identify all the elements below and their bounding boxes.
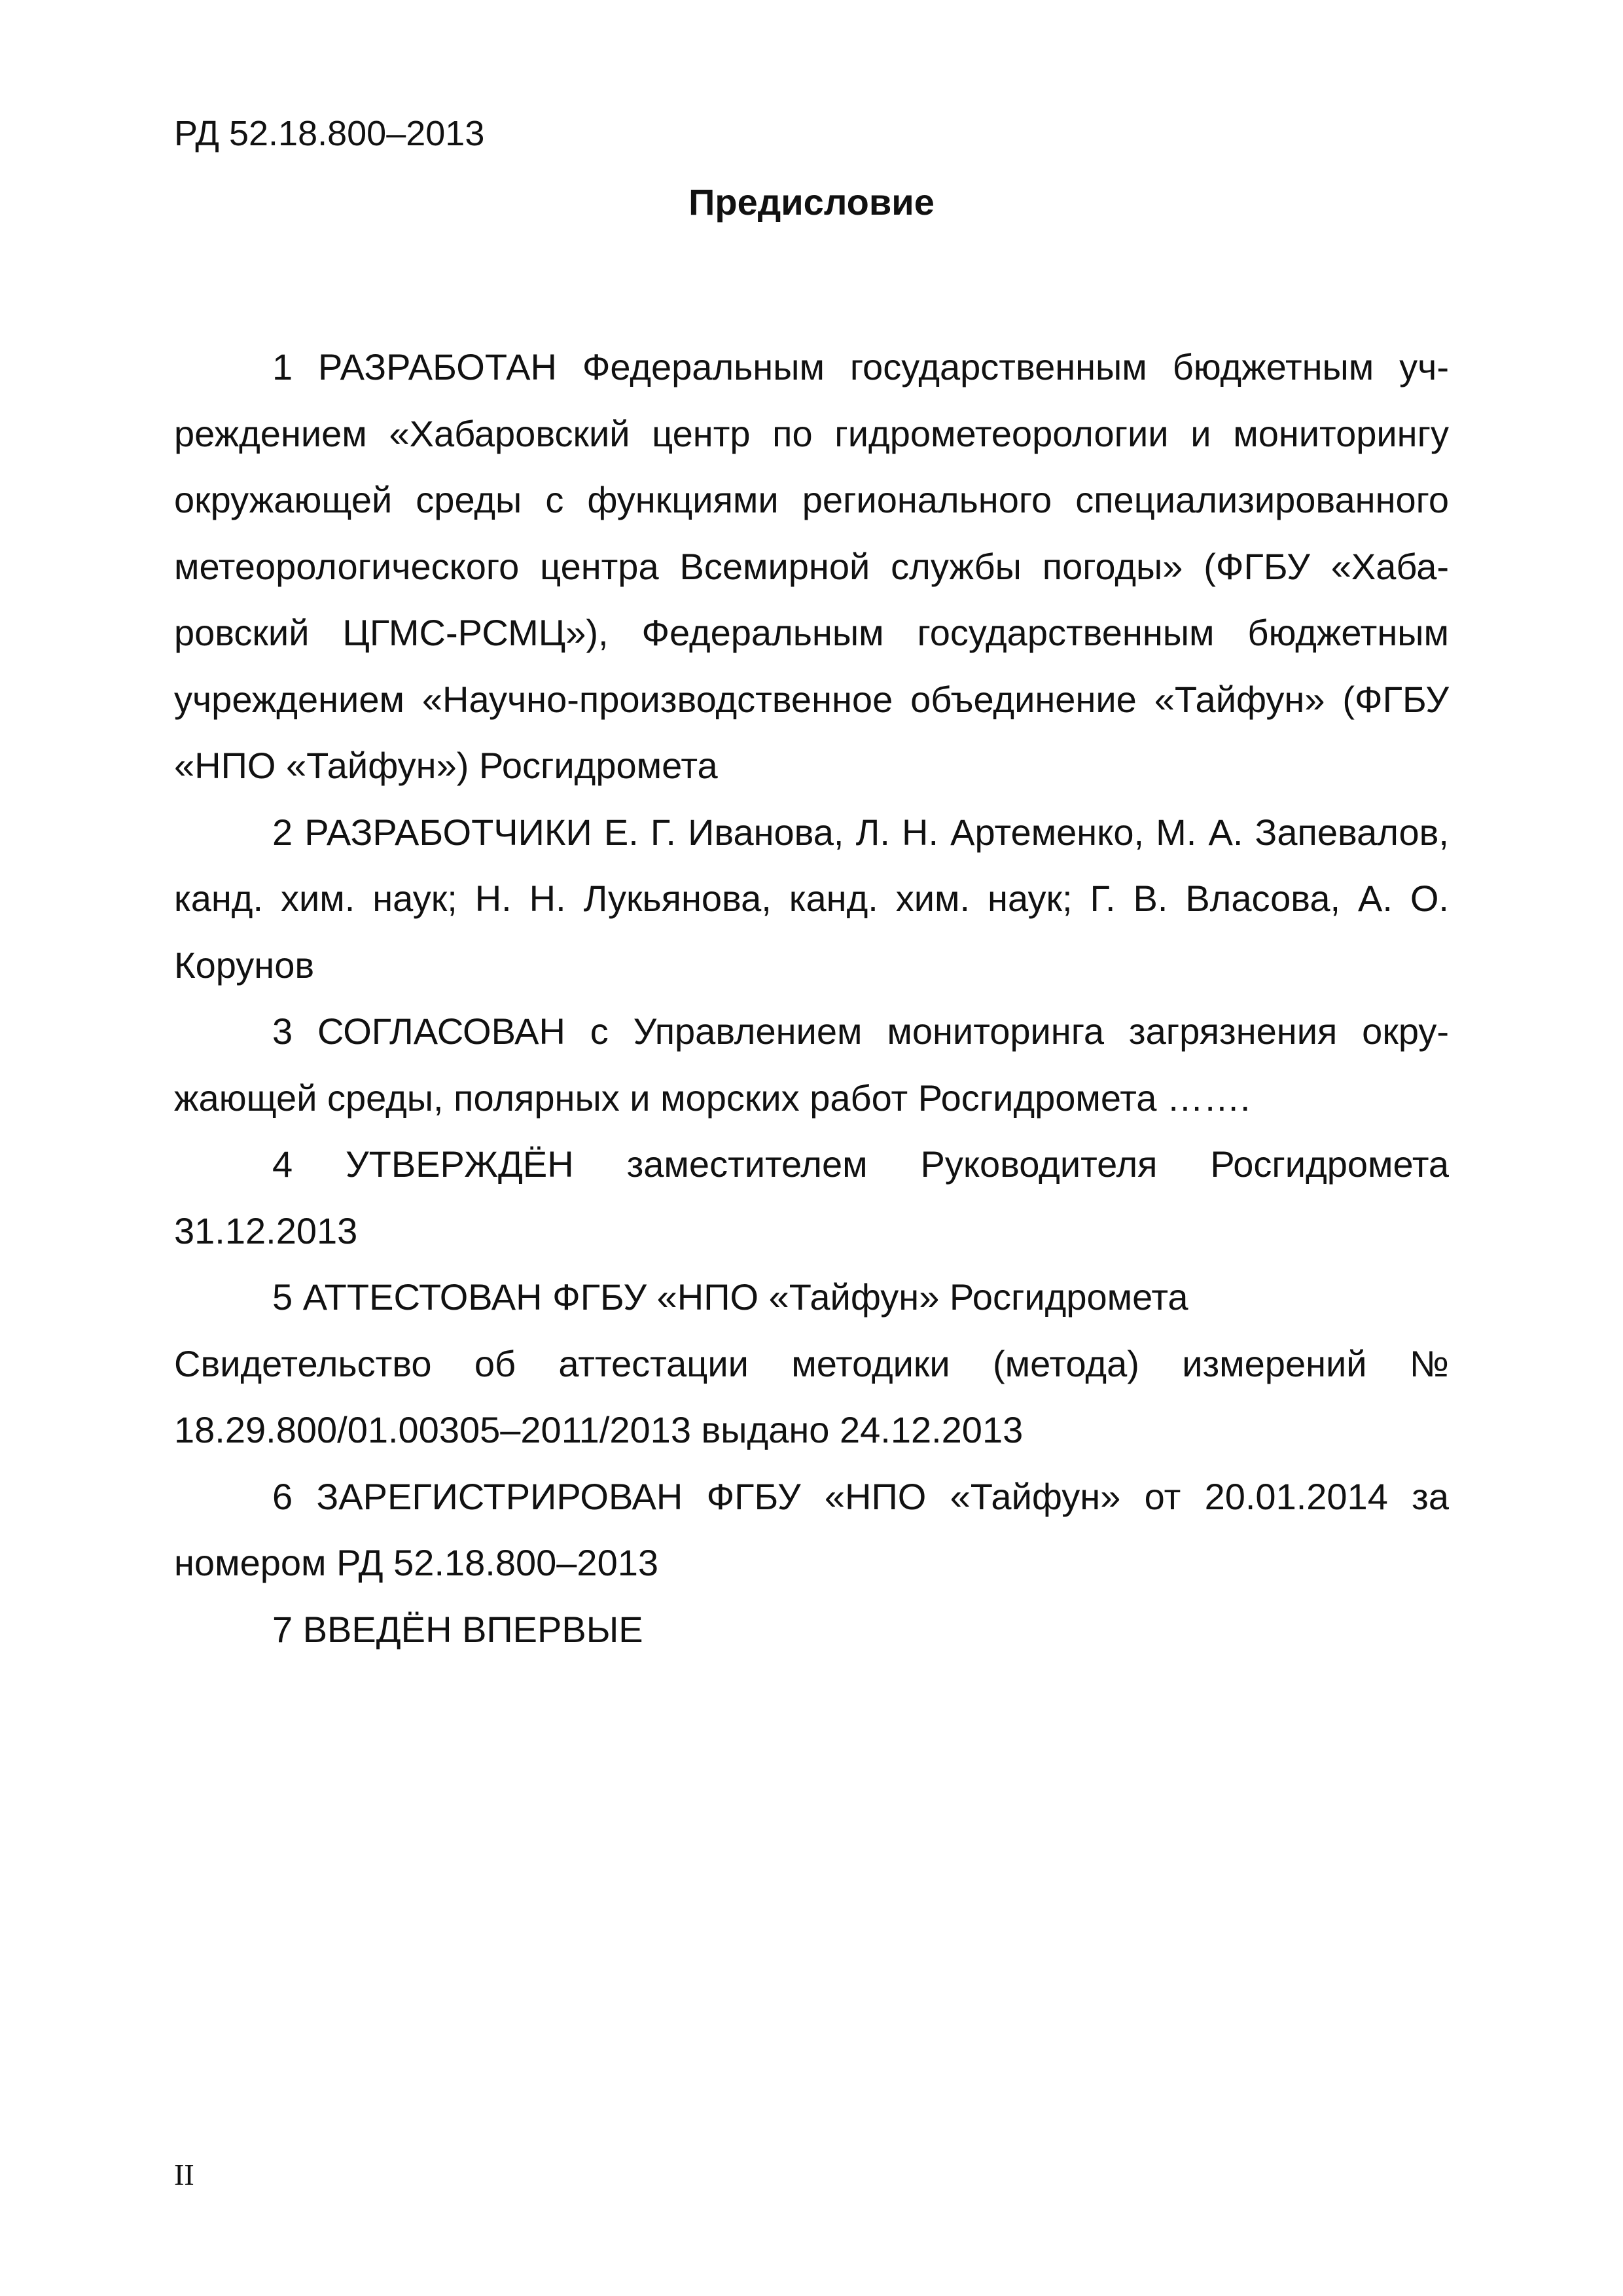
paragraph-developed-by: 1 РАЗРАБОТАН Федеральным государственным бюджетным учреждением «Хабаровский центр по гидрометеорологии и мониторингу окружающей среды с функциями регионального специализированного метеорологического центра Всемирной службы погоды» (ФГБУ «Хабаровский ЦГМС-РСМЦ»), Федеральным государственным бюджетным учреждением «Научно-производственное объединение «Тайфун» (ФГБУ «НПО «Тайфун») Росгидромета: [174, 346, 1449, 786]
paragraph-certified: 5 АТТЕСТОВАН ФГБУ «НПО «Тайфун» Росгидромета: [272, 1276, 1188, 1318]
paragraph-certificate: Свидетельство об аттестации методики (метода) измерений № 18.29.800/01.00305–2011/2013 выдано 24.12.2013: [174, 1342, 1449, 1450]
document-code: РД 52.18.800–2013: [174, 114, 485, 153]
page-title: Предисловие: [688, 181, 935, 223]
paragraph-developers: 2 РАЗРАБОТЧИКИ Е. Г. Иванова, Л. Н. Артеменко, М. А. Запевалов, канд. хим. наук; Н. Н. Лукьянова, канд. хим. наук; Г. В. Власова, А. О. Корунов: [174, 811, 1449, 986]
paragraph-introduced: 7 ВВЕДЁН ВПЕРВЫЕ: [272, 1608, 643, 1650]
paragraph-approved: 4 УТВЕРЖДЁН заместителем Руководителя Росгидромета 31.12.2013: [174, 1143, 1449, 1251]
paragraph-registered: 6 ЗАРЕГИСТРИРОВАН ФГБУ «НПО «Тайфун» от 20.01.2014 за номером РД 52.18.800–2013: [174, 1475, 1449, 1583]
foreword-body: [174, 334, 1449, 1662]
paragraph-agreed: 3 СОГЛАСОВАН с Управлением мониторинга загрязнения окружающей среды, полярных и морских работ Росгидромета …….: [174, 1011, 1449, 1119]
page-number: II: [174, 2158, 194, 2191]
